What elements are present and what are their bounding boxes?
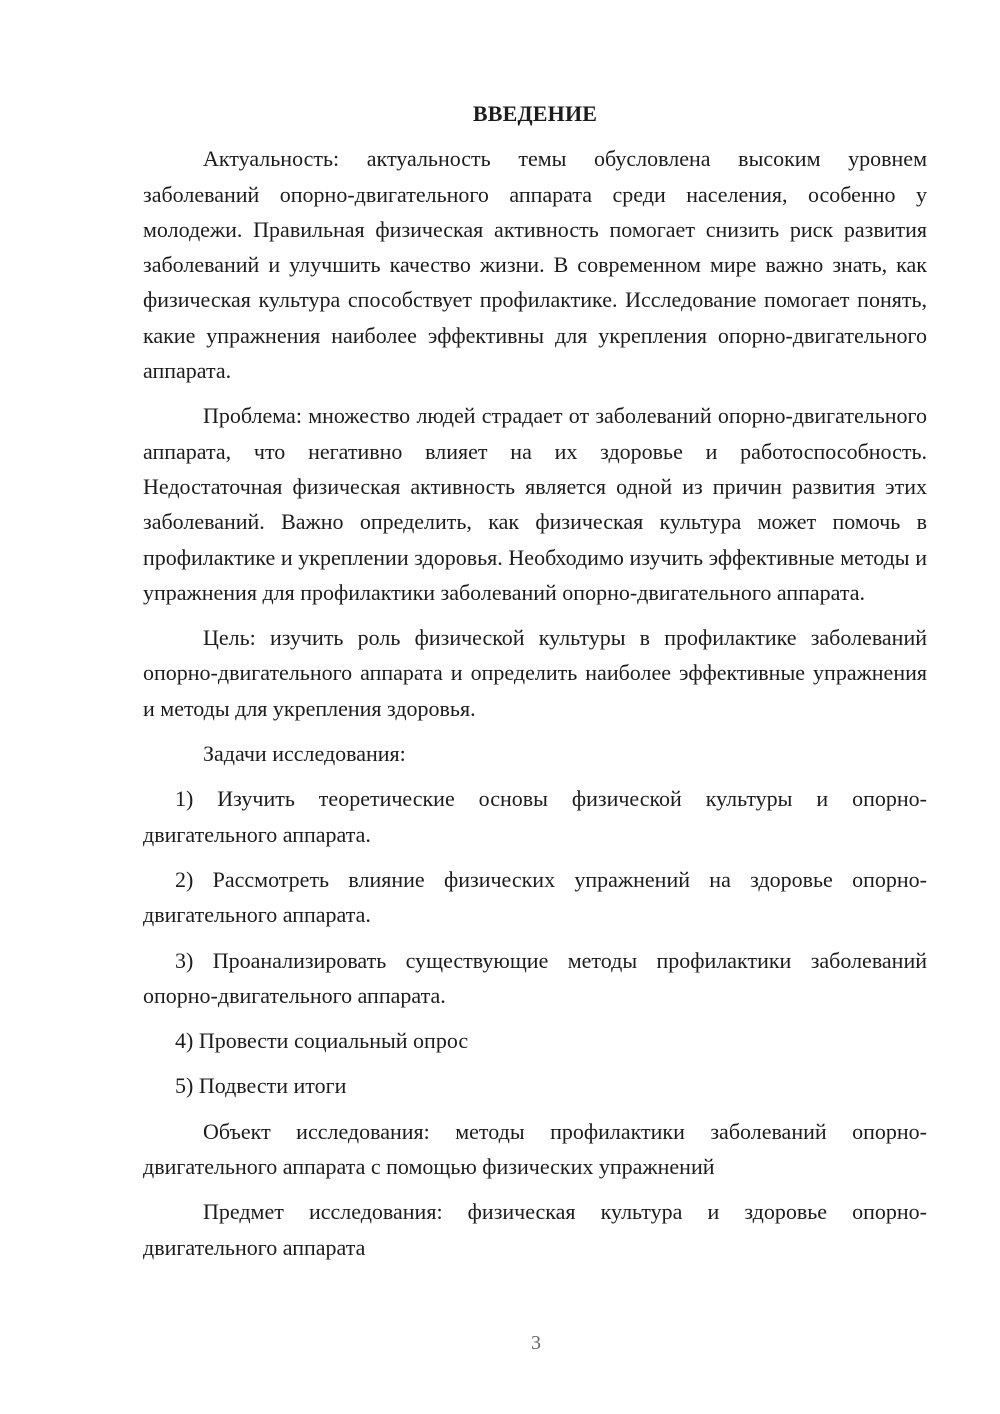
problem-paragraph: Проблема: множество людей страдает от заболеваний опорно-двигательного аппарата, что негативно влияет на их здоровье и работоспособность. Недостаточная физическая активность является одной из причин развития этих заболеваний. Важно определить, как физическая культура может помочь в профилактике и укреплении здоровья. Необходимо изучить эффективные методы и упражнения для профилактики заболеваний опорно-двигательного аппарата.	[143, 403, 927, 605]
task-item-3: 3) Проанализировать существующие методы профилактики заболеваний опорно-двигательного аппарата.	[143, 947, 927, 1008]
subject-paragraph: Предмет исследования: физическая культура и здоровье опорно-двигательного аппарата	[143, 1199, 927, 1260]
task-item-2: 2) Рассмотреть влияние физических упражнений на здоровье опорно-двигательного аппарата.	[143, 866, 927, 928]
task-item-5: 5) Подвести итоги	[175, 1073, 347, 1099]
task-item-4: 4) Провести социальный опрос	[175, 1028, 469, 1054]
relevance-paragraph: Актуальность: актуальность темы обусловлена высоким уровнем заболеваний опорно-двигательного аппарата среди населения, особенно у молодежи. Правильная физическая активность помогает снизить риск развития заболеваний и улучшить качество жизни. В современном мире важно знать, как физическая культура способствует профилактике. Исследование помогает понять, какие упражнения наиболее эффективны для укрепления опорно-двигательного аппарата.	[143, 146, 927, 384]
object-paragraph: Объект исследования: методы профилактики заболеваний опорно-двигательного аппарата с помощью физических упражнений	[143, 1118, 927, 1180]
tasks-heading: Задачи исследования:	[203, 741, 406, 767]
task-item-1: 1) Изучить теоретические основы физической культуры и опорно-двигательного аппарата.	[143, 786, 927, 847]
document-page	[143, 96, 927, 1275]
goal-paragraph: Цель: изучить роль физической культуры в профилактике заболеваний опорно-двигательного аппарата и определить наиболее эффективные упражнения и методы для укрепления здоровья.	[143, 625, 927, 721]
page-title: ВВЕДЕНИЕ	[472, 101, 598, 126]
page-number: 3	[531, 1332, 541, 1354]
